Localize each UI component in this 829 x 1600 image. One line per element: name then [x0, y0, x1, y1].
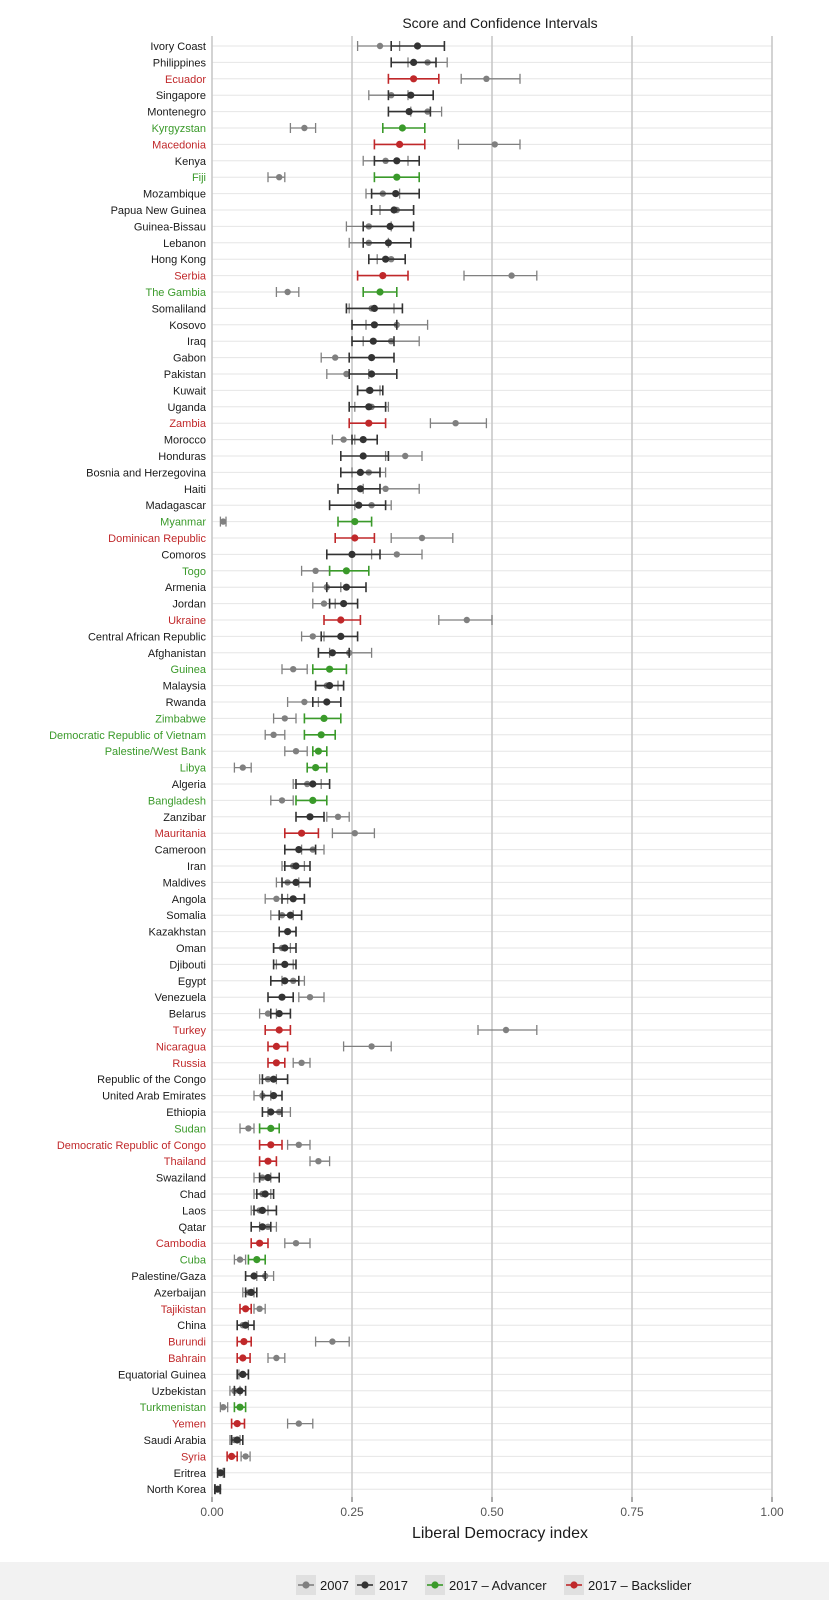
country-label: Palestine/Gaza: [131, 1271, 206, 1283]
legend-label: 2017 – Backslider: [588, 1578, 692, 1593]
point-2017: [242, 1305, 249, 1312]
point-2017: [410, 75, 417, 82]
legend-label: 2017 – Advancer: [449, 1578, 547, 1593]
country-label: Honduras: [158, 451, 206, 463]
point-2017: [236, 1387, 243, 1394]
point-2017: [290, 895, 297, 902]
point-2017: [329, 649, 336, 656]
country-label: Bosnia and Herzegovina: [86, 467, 206, 480]
point-2017: [214, 1486, 221, 1493]
point-2017: [259, 1223, 266, 1230]
point-2017: [262, 1190, 269, 1197]
country-label: Cambodia: [155, 1238, 206, 1251]
point-2017: [399, 124, 406, 131]
point-2007: [220, 1404, 226, 1410]
point-2017: [267, 1108, 274, 1115]
country-label: Serbia: [174, 270, 206, 283]
country-label: Thailand: [163, 1156, 206, 1169]
legend-key-point: [570, 1581, 577, 1588]
point-2017: [318, 731, 325, 738]
point-2017: [259, 1207, 266, 1214]
country-label: Singapore: [155, 90, 206, 103]
point-2017: [284, 928, 291, 935]
point-2017: [267, 1141, 274, 1148]
country-label: Djibouti: [169, 959, 206, 972]
point-2017: [273, 1059, 280, 1066]
country-label: Cameroon: [154, 844, 206, 857]
point-2007: [508, 272, 514, 278]
legend-band: [0, 1562, 829, 1600]
point-2007: [402, 453, 408, 459]
country-label: Somaliland: [151, 303, 206, 316]
country-label: Dominican Republic: [108, 533, 206, 545]
point-2017: [270, 1092, 277, 1099]
point-2007: [296, 1142, 302, 1148]
country-label: Eritrea: [173, 1467, 206, 1480]
point-2017: [306, 813, 313, 820]
country-label: Iraq: [187, 336, 206, 349]
country-label: Iran: [187, 861, 206, 873]
point-2007: [220, 518, 226, 524]
x-axis: [200, 1497, 784, 1519]
point-2007: [296, 1420, 302, 1426]
country-label: Macedonia: [152, 139, 206, 152]
point-2017: [365, 403, 372, 410]
point-2007: [307, 994, 313, 1000]
point-2007: [394, 551, 400, 557]
point-2007: [310, 633, 316, 639]
country-label: Zanzibar: [163, 811, 206, 824]
country-label: Fiji: [191, 172, 206, 185]
grid-layer: [212, 36, 772, 1497]
country-label: Libya: [179, 762, 206, 775]
legend-key-point: [361, 1581, 368, 1588]
country-label: Lebanon: [163, 237, 206, 250]
point-2007: [273, 1355, 279, 1361]
country-label: Republic of the Congo: [97, 1074, 206, 1087]
country-label: Russia: [172, 1057, 206, 1070]
country-label: Nicaragua: [155, 1041, 206, 1054]
country-label: Kuwait: [172, 385, 206, 398]
country-label: Maldives: [162, 877, 206, 890]
country-label: Mauritania: [154, 828, 206, 841]
country-label: Zambia: [169, 418, 206, 431]
point-2017: [248, 1289, 255, 1296]
country-label: Guinea: [170, 664, 206, 677]
country-label: China: [177, 1320, 206, 1333]
country-label: Burundi: [168, 1336, 206, 1349]
point-2017: [270, 1076, 277, 1083]
country-label: Mozambique: [143, 188, 206, 201]
point-2017: [348, 551, 355, 558]
point-2017: [250, 1272, 257, 1279]
legend-label: 2017: [379, 1578, 408, 1593]
point-2017: [382, 256, 389, 263]
country-label: Gabon: [172, 352, 206, 365]
point-2017: [414, 42, 421, 49]
point-2007: [452, 420, 458, 426]
country-label: Kazakhstan: [148, 926, 206, 939]
legend-item: [296, 1575, 349, 1595]
point-2017: [278, 994, 285, 1001]
point-2007: [279, 797, 285, 803]
country-label: Oman: [176, 943, 206, 955]
point-2017: [376, 288, 383, 295]
point-2017: [315, 748, 322, 755]
country-label: Chad: [179, 1189, 206, 1201]
country-label: The Gambia: [145, 287, 206, 299]
country-label: Kosovo: [169, 319, 206, 332]
point-2007: [240, 764, 246, 770]
x-axis-title: Liberal Democracy index: [411, 1525, 589, 1542]
country-label: Democratic Republic of Vietnam: [49, 729, 206, 742]
point-2007: [464, 617, 470, 623]
country-label: Myanmar: [160, 516, 206, 529]
point-2017: [312, 764, 319, 771]
point-2017: [406, 108, 413, 115]
country-label: Turkmenistan: [139, 1402, 206, 1415]
country-label: Uzbekistan: [151, 1385, 206, 1398]
point-2007: [284, 289, 290, 295]
country-label: Yemen: [172, 1418, 206, 1431]
x-tick-label: 0.00: [200, 1505, 224, 1519]
point-2017: [298, 830, 305, 837]
point-2017: [386, 223, 393, 230]
country-label: Rwanda: [165, 697, 206, 709]
ci-2007: [461, 74, 520, 84]
point-2017: [368, 354, 375, 361]
point-2007: [273, 896, 279, 902]
point-2007: [335, 814, 341, 820]
country-label: Kenya: [174, 155, 206, 168]
point-2017: [217, 1469, 224, 1476]
point-2017: [309, 797, 316, 804]
point-2017: [292, 879, 299, 886]
legend-item: [564, 1575, 692, 1595]
point-2017: [236, 1404, 243, 1411]
point-2017: [281, 977, 288, 984]
point-2017: [360, 452, 367, 459]
country-label: Zimbabwe: [155, 713, 206, 726]
point-2017: [366, 387, 373, 394]
point-2017: [371, 305, 378, 312]
point-2017: [410, 59, 417, 66]
ci-2007: [458, 139, 520, 149]
country-label: Equatorial Guinea: [117, 1369, 206, 1382]
point-2007: [293, 1240, 299, 1246]
point-2017: [253, 1256, 260, 1263]
point-2007: [419, 535, 425, 541]
country-label: Saudi Arabia: [143, 1435, 206, 1447]
point-2017: [365, 420, 372, 427]
country-label: Malaysia: [162, 680, 206, 693]
country-label: Bahrain: [168, 1353, 206, 1365]
point-2017: [407, 92, 414, 99]
point-2017: [264, 1158, 271, 1165]
point-2017: [267, 1125, 274, 1132]
point-2007: [492, 141, 498, 147]
point-2007: [340, 436, 346, 442]
point-2017: [355, 502, 362, 509]
point-2007: [276, 174, 282, 180]
point-2007: [315, 1158, 321, 1164]
country-label: Haiti: [183, 483, 206, 496]
country-label: Philippines: [152, 57, 206, 70]
ci-2007: [344, 1041, 392, 1051]
point-2017: [273, 1043, 280, 1050]
point-2007: [301, 699, 307, 705]
point-2017: [360, 436, 367, 443]
point-2007: [321, 600, 327, 606]
point-2007: [270, 732, 276, 738]
point-2017: [281, 961, 288, 968]
point-2007: [503, 1027, 509, 1033]
country-label: Togo: [182, 565, 206, 578]
point-2007: [301, 125, 307, 131]
country-label: Angola: [171, 893, 206, 906]
x-tick-label: 0.50: [480, 1505, 504, 1519]
point-2017: [371, 321, 378, 328]
point-2017: [392, 190, 399, 197]
country-label: Sudan: [174, 1123, 206, 1136]
country-label: United Arab Emirates: [102, 1090, 206, 1103]
x-tick-label: 0.75: [620, 1505, 644, 1519]
country-label: Montenegro: [147, 106, 206, 119]
point-2007: [368, 1043, 374, 1049]
country-label: Armenia: [165, 582, 206, 595]
country-label: Palestine/West Bank: [104, 746, 206, 759]
point-2007: [352, 830, 358, 836]
point-2017: [256, 1240, 263, 1247]
country-label: Egypt: [177, 975, 206, 988]
point-2007: [298, 1060, 304, 1066]
point-2007: [256, 1306, 262, 1312]
country-label: Ethiopia: [166, 1107, 206, 1119]
point-2017: [228, 1453, 235, 1460]
point-2007: [483, 76, 489, 82]
country-label: Guinea-Bissau: [133, 221, 206, 234]
country-label: Qatar: [178, 1221, 206, 1234]
country-label: Afghanistan: [147, 647, 206, 660]
country-label: Hong Kong: [150, 254, 206, 267]
country-label: North Korea: [146, 1484, 206, 1497]
country-label: Swaziland: [155, 1172, 206, 1185]
point-2017: [337, 616, 344, 623]
point-2007: [312, 568, 318, 574]
point-2017: [343, 567, 350, 574]
country-label-layer: [49, 41, 207, 1496]
ci-2007: [464, 271, 537, 281]
point-2007: [282, 715, 288, 721]
point-2017: [264, 1174, 271, 1181]
point-2017: [276, 1010, 283, 1017]
country-label: Bangladesh: [147, 795, 206, 808]
point-2017: [385, 239, 392, 246]
point-2017: [357, 469, 364, 476]
country-label: Papua New Guinea: [110, 205, 206, 217]
point-2017: [337, 633, 344, 640]
country-label: Turkey: [172, 1025, 206, 1037]
country-label: Ukraine: [168, 615, 206, 627]
country-label: Belarus: [168, 1008, 206, 1021]
point-2017: [323, 698, 330, 705]
point-2017: [393, 157, 400, 164]
country-label: Comoros: [161, 549, 206, 562]
country-label: Morocco: [163, 434, 206, 447]
legend-key-point: [431, 1581, 438, 1588]
country-label: Cuba: [179, 1254, 206, 1267]
country-label: Kyrgyzstan: [151, 123, 206, 135]
point-2017: [340, 600, 347, 607]
point-2017: [393, 174, 400, 181]
country-label: Uganda: [167, 401, 206, 414]
country-label: Tajikistan: [160, 1303, 206, 1316]
country-label: Somalia: [166, 910, 206, 923]
point-2017: [276, 1026, 283, 1033]
legend-item: [425, 1575, 547, 1595]
point-2007: [329, 1338, 335, 1344]
country-label: Madagascar: [145, 500, 206, 513]
point-2017: [351, 534, 358, 541]
country-label: Venezuela: [154, 992, 206, 1005]
point-2017: [357, 485, 364, 492]
point-2017: [379, 272, 386, 279]
country-label: Democratic Republic of Congo: [56, 1139, 206, 1152]
country-label: Laos: [182, 1205, 206, 1218]
country-label: Ivory Coast: [150, 41, 206, 53]
legend-key-point: [302, 1581, 309, 1588]
point-2017: [239, 1354, 246, 1361]
country-label: Jordan: [172, 598, 206, 611]
point-2007: [290, 666, 296, 672]
point-2017: [309, 780, 316, 787]
legend-item: [355, 1575, 408, 1595]
point-2007: [245, 1125, 251, 1131]
point-2007: [237, 1256, 243, 1262]
point-2007: [382, 486, 388, 492]
point-2017: [343, 584, 350, 591]
point-2017: [370, 338, 377, 345]
country-label: Ecuador: [165, 73, 206, 86]
point-2017: [351, 518, 358, 525]
point-2017: [240, 1338, 247, 1345]
x-tick-label: 1.00: [760, 1505, 784, 1519]
point-2017: [239, 1371, 246, 1378]
x-tick-label: 0.25: [340, 1505, 364, 1519]
point-2017: [234, 1420, 241, 1427]
point-2007: [293, 748, 299, 754]
point-2017: [390, 206, 397, 213]
point-2017: [281, 944, 288, 951]
point-2007: [242, 1453, 248, 1459]
country-label: Central African Republic: [87, 631, 206, 644]
point-2007: [332, 354, 338, 360]
point-2017: [234, 1436, 241, 1443]
point-2017: [292, 862, 299, 869]
point-2007: [377, 43, 383, 49]
point-2017: [326, 666, 333, 673]
point-2017: [287, 912, 294, 919]
country-label: Algeria: [171, 779, 206, 791]
country-label: Pakistan: [163, 369, 206, 381]
point-2017: [368, 370, 375, 377]
country-label: Azerbaijan: [154, 1287, 206, 1300]
legend: [0, 1562, 829, 1600]
country-label: Syria: [180, 1451, 206, 1464]
point-2017: [396, 141, 403, 148]
chart-title: Score and Confidence Intervals: [402, 15, 598, 31]
point-2017: [326, 682, 333, 689]
point-2017: [320, 715, 327, 722]
point-2017: [295, 846, 302, 853]
legend-label: 2007: [320, 1578, 349, 1593]
point-2017: [242, 1322, 249, 1329]
